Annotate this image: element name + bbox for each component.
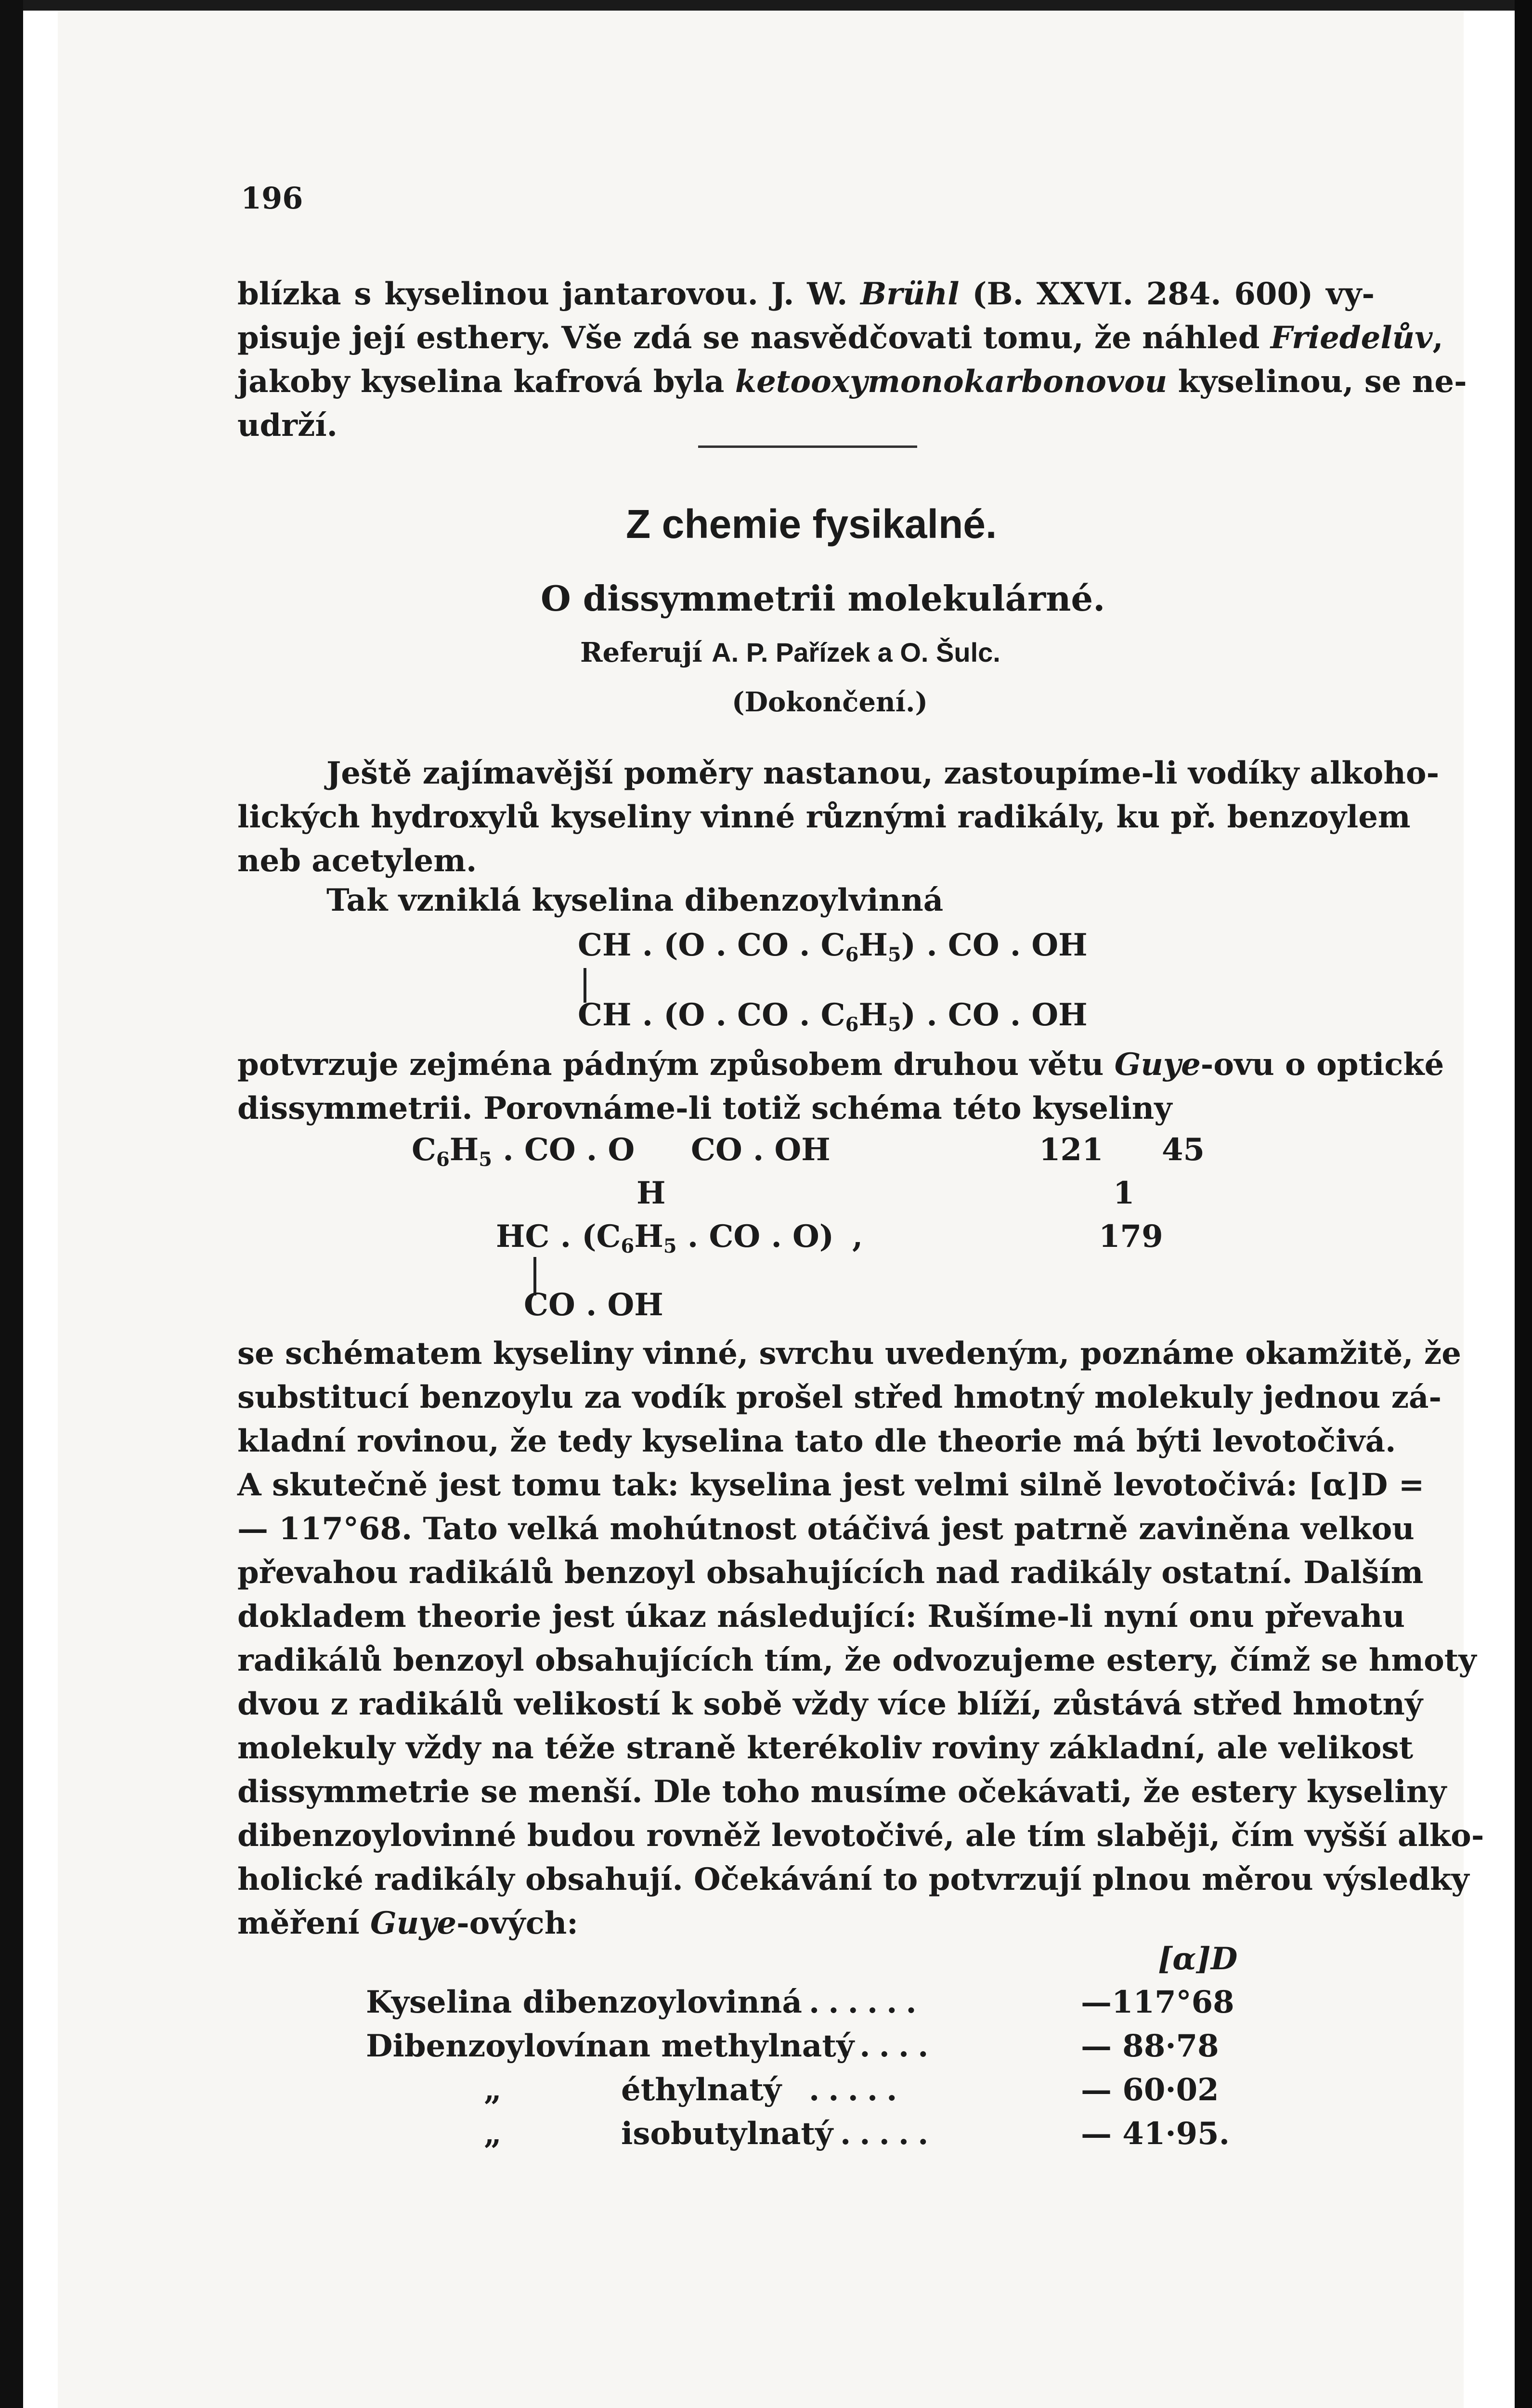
- table-leader-dots: .....: [840, 2116, 937, 2152]
- text-line: radikálů benzoyl obsahujících tím, že odvozujeme estery, čímž se hmoty: [237, 1642, 1477, 1678]
- text-line: Ještě zajímavější poměry nastanou, zastoupíme-li vodíky alkoho-: [326, 755, 1440, 791]
- text-line: dokladem theorie jest úkaz následující: Rušíme-li nyní onu převahu: [237, 1598, 1405, 1635]
- formula2-number: 179: [1099, 1218, 1163, 1255]
- text-line: — 117°68. Tato velká mohútnost otáčivá jest patrně zaviněna velkou: [237, 1511, 1415, 1547]
- table-cell-ditto: „: [484, 2072, 502, 2108]
- formula-dibenzoyl-top: CH . (O . CO . $C_6H_5$) . CO . OH: [578, 927, 1088, 966]
- text-line: neb acetylem.: [237, 843, 477, 879]
- formula-dibenzoyl-bottom: CH . (O . CO . $C_6H_5$) . CO . OH: [578, 997, 1088, 1036]
- formula2-number: 45: [1162, 1132, 1205, 1168]
- table-cell-label: Dibenzoylovínan methylnatý: [366, 2028, 855, 2064]
- table-cell-value: —117°68: [1081, 1984, 1234, 2020]
- paragraph-3: [237, 1043, 1444, 1130]
- table-leader-dots: ......: [809, 1984, 925, 2020]
- formula2-number: 1: [1113, 1175, 1135, 1211]
- table-cell-value: — 60·02: [1081, 2072, 1219, 2108]
- paragraph-4: [237, 1332, 1484, 1945]
- text-line: převahou radikálů benzoyl obsahujících nad radikály ostatní. Dalším: [237, 1555, 1424, 1591]
- text-line: molekuly vždy na téže straně kterékoliv roviny základní, ale velikost: [237, 1730, 1414, 1766]
- table-cell-label: Kyselina dibenzoylovinná: [366, 1984, 802, 2020]
- scan-edge-top: [0, 0, 1532, 11]
- text-line: holické radikály obsahují. Očekávání to potvrzují plnou měrou výsledky: [237, 1861, 1469, 1898]
- formula2-comma: ,: [852, 1218, 863, 1255]
- text-line: dibenzoylovinné budou rovněž levotočivé, ale tím slaběji, čím vyšší alko-: [237, 1818, 1484, 1854]
- text-line: A skutečně jest tomu tak: kyselina jest velmi silně levotočivá: [α]D =: [237, 1467, 1425, 1503]
- text-line: udrží.: [237, 407, 338, 444]
- scan-edge-right: [1515, 0, 1532, 2408]
- table-cell-value: — 41·95.: [1081, 2116, 1230, 2152]
- text-line: dissymmetrie se menší. Dle toho musíme očekávati, že estery kyseliny: [237, 1774, 1447, 1810]
- continued-note: (Dokončení.): [732, 686, 928, 718]
- formula2-row4: CO . OH: [524, 1287, 663, 1323]
- article-title: O dissymmetrii molekulárné.: [541, 578, 1105, 619]
- text-line: dissymmetrii. Porovnáme-li totiž schéma této kyseliny: [237, 1090, 1172, 1126]
- text-line: blízka s kyselinou jantarovou. J. W. Brühl (B. XXVI. 284. 600) vy-: [237, 276, 1375, 312]
- table-cell-ditto: „: [484, 2116, 502, 2152]
- paragraph-1: [237, 751, 1440, 883]
- table-leader-dots: .....: [840, 2028, 937, 2064]
- table-leader-dots: .....: [809, 2072, 906, 2108]
- table-header-rotation: [α]D: [1158, 1941, 1238, 1977]
- text-line: potvrzuje zejména pádným způsobem druhou větu Guye-ovu o optické: [237, 1047, 1444, 1083]
- formula2-row1-left: $C_6H_5$ . CO . O: [412, 1132, 635, 1171]
- text-line: se schématem kyseliny vinné, svrchu uvedeným, poznáme okamžitě, že: [237, 1335, 1461, 1372]
- table-cell-label: éthylnatý: [621, 2072, 782, 2108]
- text-line: měření Guye-ových:: [237, 1905, 578, 1941]
- intro-paragraph: [237, 272, 1467, 447]
- table-cell-value: — 88·78: [1081, 2028, 1219, 2064]
- paragraph-2-lead: Tak vzniklá kyselina dibenzoylvinná: [326, 882, 944, 918]
- table-cell-label: isobutylnatý: [621, 2116, 833, 2152]
- page-number: 196: [241, 181, 303, 216]
- section-title: Z chemie fysikalné.: [626, 501, 997, 547]
- text-line: jakoby kyselina kafrová byla ketooxymonokarbonovou kyselinou, se ne-: [237, 364, 1467, 400]
- text-line: substitucí benzoylu za vodík prošel střed hmotný molekuly jednou zá-: [237, 1379, 1442, 1415]
- text-line: pisuje její esthery. Vše zdá se nasvědčovati tomu, že náhled Friedelův,: [237, 320, 1443, 356]
- formula2-row3-left: HC . ($C_6H_5$ . CO . O): [496, 1218, 834, 1257]
- formula2-number: 121: [1039, 1132, 1104, 1168]
- text-line: lických hydroxylů kyseliny vinné různými radikály, ku př. benzoylem: [237, 799, 1411, 835]
- formula2-row2-h: H: [636, 1175, 666, 1211]
- formula2-row1-mid: CO . OH: [691, 1132, 831, 1168]
- text-line: dvou z radikálů velikostí k sobě vždy více blíží, zůstává střed hmotný: [237, 1686, 1423, 1722]
- text-line: kladní rovinou, že tedy kyselina tato dle theorie má býti levotočivá.: [237, 1423, 1396, 1459]
- section-divider: [698, 445, 917, 448]
- scan-edge-left: [0, 0, 23, 2408]
- article-authors: Referují A. P. Pařízek a O. Šulc.: [580, 637, 1000, 668]
